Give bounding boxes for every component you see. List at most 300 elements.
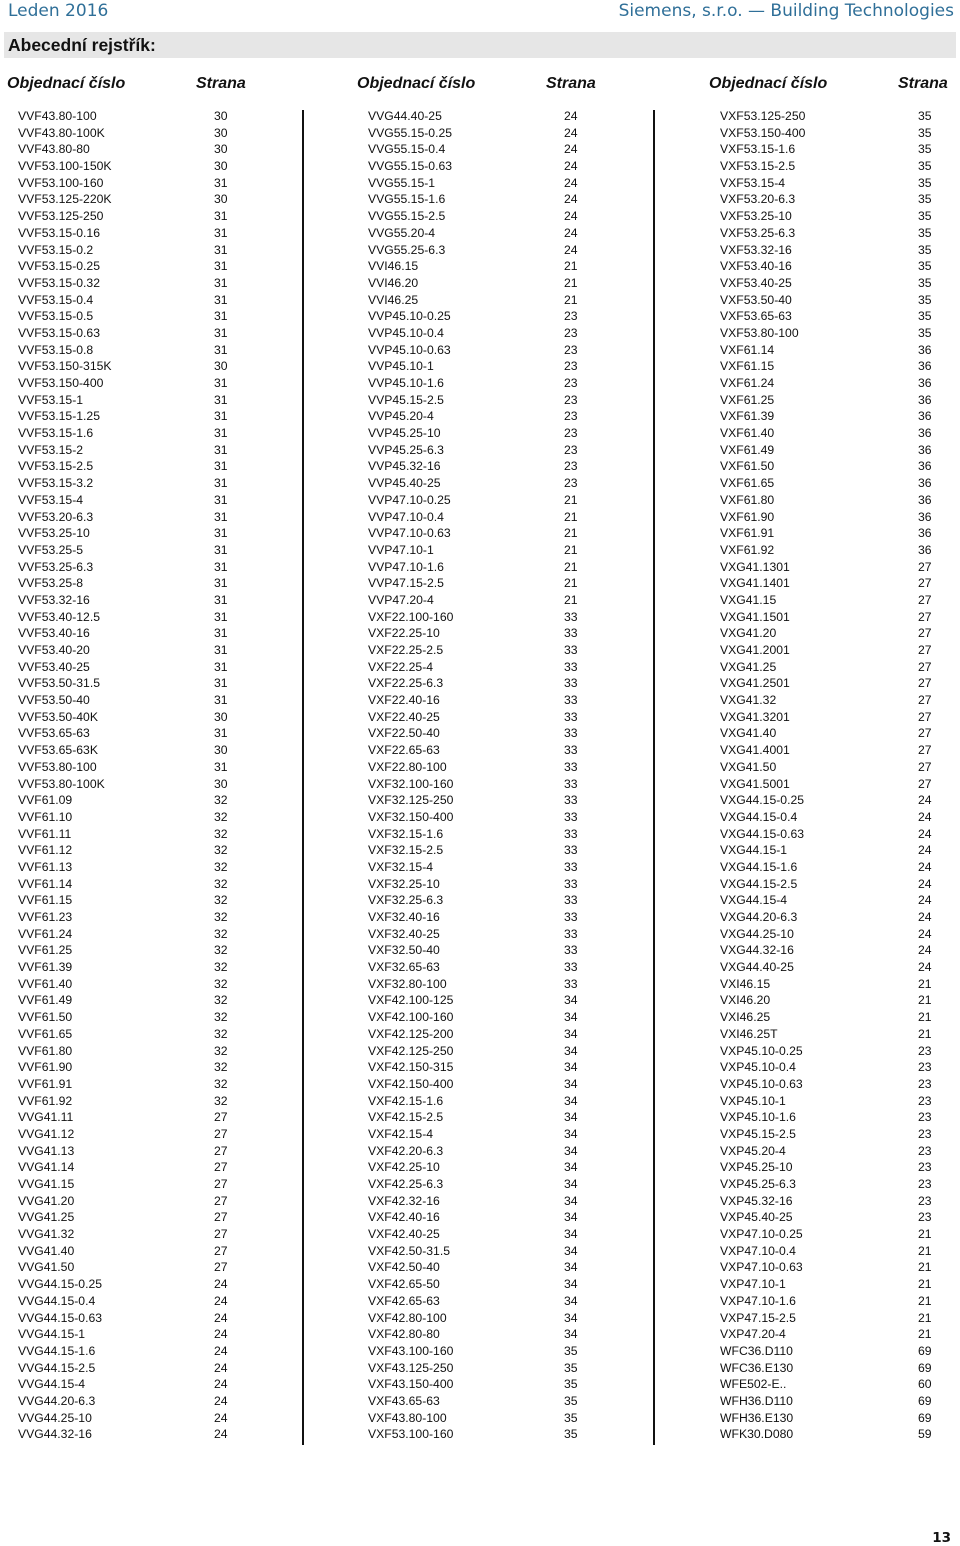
page-reference: 27 — [918, 676, 932, 691]
page-reference: 36 — [918, 442, 932, 457]
order-number: VVP45.32-16 — [368, 459, 441, 474]
order-number: VXF32.125-250 — [368, 793, 454, 808]
page-reference: 23 — [918, 1110, 932, 1125]
order-number: VXF61.80 — [720, 492, 775, 507]
page-reference: 69 — [918, 1343, 932, 1358]
page-reference: 23 — [564, 459, 578, 474]
page-reference: 33 — [564, 793, 578, 808]
index-row — [368, 1043, 598, 1060]
index-row — [18, 375, 248, 392]
order-number: VVG44.40-25 — [368, 109, 442, 123]
order-number: VXG41.40 — [720, 726, 777, 741]
index-row — [368, 1059, 598, 1076]
page-reference: 34 — [564, 1260, 578, 1275]
page-reference: 32 — [214, 926, 228, 941]
page-reference: 33 — [564, 759, 578, 774]
index-row — [368, 225, 598, 242]
index-row — [368, 1143, 598, 1160]
order-number: VXP45.10-0.25 — [720, 1043, 803, 1058]
order-number: VXP45.20-4 — [720, 1143, 786, 1158]
order-number: VXF53.40-16 — [720, 259, 792, 274]
page-reference: 36 — [918, 392, 932, 407]
index-row — [368, 242, 598, 259]
page-reference: 24 — [564, 159, 578, 174]
order-number: VVF61.90 — [18, 1060, 73, 1075]
order-number: VVF53.40-16 — [18, 626, 90, 641]
page-reference: 24 — [214, 1393, 228, 1408]
page-reference: 24 — [214, 1310, 228, 1325]
page-reference: 23 — [918, 1060, 932, 1075]
order-number: VXP45.25-6.3 — [720, 1177, 796, 1191]
order-number: VXF42.15-1.6 — [368, 1093, 444, 1108]
index-row — [368, 809, 598, 826]
index-row — [18, 242, 248, 259]
order-number: VVP47.10-0.25 — [368, 492, 451, 507]
page-reference: 36 — [918, 359, 932, 374]
page-reference: 21 — [564, 559, 578, 574]
page-reference: 27 — [918, 709, 932, 724]
page-reference: 24 — [564, 242, 578, 257]
order-number: VXG44.15-1.6 — [720, 859, 798, 874]
index-row — [720, 1159, 950, 1176]
index-row — [720, 458, 950, 475]
index-row — [720, 225, 950, 242]
order-number: VVF53.40-25 — [18, 659, 90, 674]
index-row — [368, 208, 598, 225]
order-number: VVF61.50 — [18, 1010, 73, 1025]
index-row — [368, 942, 598, 959]
page-reference: 23 — [564, 426, 578, 441]
order-number: VVF43.80-100K — [18, 125, 105, 140]
order-number: VVF53.80-100 — [18, 759, 97, 774]
page-reference: 31 — [214, 659, 228, 674]
index-row — [18, 659, 248, 676]
order-number: VXF53.50-40 — [720, 292, 792, 307]
index-row — [720, 408, 950, 425]
index-row — [368, 759, 598, 776]
order-number: VXF53.32-16 — [720, 242, 792, 257]
order-number: VXF53.125-250 — [720, 109, 806, 123]
index-row — [368, 1193, 598, 1210]
order-number: VVF53.15-1.25 — [18, 409, 100, 424]
page-reference: 35 — [918, 259, 932, 274]
page-reference: 32 — [214, 793, 228, 808]
index-row — [18, 308, 248, 325]
page-reference: 21 — [918, 1327, 932, 1342]
index-row — [18, 1009, 248, 1026]
page-reference: 24 — [214, 1427, 228, 1442]
order-number: VXP47.10-1.6 — [720, 1293, 796, 1308]
order-number: VXF32.100-160 — [368, 776, 454, 791]
order-number: VXF22.25-4 — [368, 659, 434, 674]
order-number: VVG41.50 — [18, 1260, 75, 1275]
index-row — [368, 859, 598, 876]
page-reference: 23 — [918, 1043, 932, 1058]
order-number: WFH36.D110 — [720, 1393, 793, 1408]
index-row — [18, 742, 248, 759]
order-number: VVF61.09 — [18, 793, 73, 808]
column-divider-1 — [302, 110, 304, 1445]
index-row — [18, 1143, 248, 1160]
order-number: VXF42.125-250 — [368, 1043, 454, 1058]
index-row — [368, 475, 598, 492]
order-number: VVF53.15-0.4 — [18, 292, 94, 307]
page-reference: 23 — [564, 359, 578, 374]
index-row — [18, 108, 248, 125]
order-number: VXF43.125-250 — [368, 1360, 454, 1375]
order-number: VXF61.24 — [720, 376, 775, 390]
index-row — [18, 1410, 248, 1427]
order-number: VXF42.65-50 — [368, 1277, 440, 1292]
order-number: VXF22.65-63 — [368, 743, 440, 758]
index-row — [720, 525, 950, 542]
page-reference: 30 — [214, 776, 228, 791]
index-row — [368, 425, 598, 442]
page-reference: 21 — [918, 1026, 932, 1041]
index-row — [18, 275, 248, 292]
index-row — [720, 325, 950, 342]
page-reference: 34 — [564, 1026, 578, 1041]
order-number: VVG41.32 — [18, 1227, 75, 1242]
order-number: VVG55.15-0.4 — [368, 142, 446, 157]
order-number: VXG41.25 — [720, 659, 777, 674]
order-number: VXF32.65-63 — [368, 960, 440, 975]
order-number: VXG44.15-4 — [720, 893, 788, 908]
order-number: VVP45.40-25 — [368, 476, 441, 491]
page-reference: 31 — [214, 492, 228, 507]
order-number: VXF42.80-80 — [368, 1327, 440, 1342]
index-row — [18, 475, 248, 492]
index-row — [368, 1026, 598, 1043]
index-row — [18, 942, 248, 959]
page-reference: 33 — [564, 693, 578, 708]
page-reference: 24 — [564, 209, 578, 224]
index-row — [368, 1209, 598, 1226]
page-reference: 34 — [564, 1110, 578, 1125]
page-reference: 21 — [564, 526, 578, 541]
order-number: VXF22.40-16 — [368, 693, 440, 708]
column-header-page-1: Strana — [196, 75, 246, 92]
order-number: VXF53.80-100 — [720, 325, 799, 340]
order-number: VVP45.20-4 — [368, 409, 434, 424]
index-row — [18, 1159, 248, 1176]
page-reference: 21 — [918, 1277, 932, 1292]
page-reference: 27 — [918, 626, 932, 641]
page-reference: 34 — [564, 1093, 578, 1108]
order-number: VVF53.25-5 — [18, 542, 84, 557]
order-number: VVF53.15-0.32 — [18, 275, 100, 290]
page-reference: 31 — [214, 576, 228, 591]
order-number: VXG44.15-0.25 — [720, 793, 805, 808]
order-number: VVG55.15-0.25 — [368, 125, 453, 140]
page-reference: 36 — [918, 542, 932, 557]
order-number: VXF53.25-6.3 — [720, 225, 796, 240]
page-reference: 34 — [564, 1210, 578, 1225]
order-number: VXF43.65-63 — [368, 1393, 440, 1408]
page-reference: 33 — [564, 709, 578, 724]
index-row — [368, 492, 598, 509]
order-number: VXP45.40-25 — [720, 1210, 793, 1225]
order-number: VXI46.15 — [720, 976, 771, 991]
index-row — [18, 876, 248, 893]
page-reference: 31 — [214, 526, 228, 541]
index-row — [368, 1076, 598, 1093]
page-reference: 32 — [214, 859, 228, 874]
page-reference: 31 — [214, 225, 228, 240]
order-number: VVF53.40-12.5 — [18, 609, 100, 624]
index-row — [720, 859, 950, 876]
order-number: WFH36.E130 — [720, 1410, 794, 1425]
index-row — [368, 659, 598, 676]
page-reference: 35 — [918, 159, 932, 174]
order-number: VXF42.65-63 — [368, 1293, 440, 1308]
index-row — [720, 342, 950, 359]
index-row — [18, 292, 248, 309]
index-row — [18, 1259, 248, 1276]
index-row — [18, 792, 248, 809]
order-number: VVP47.10-0.63 — [368, 526, 451, 541]
index-row — [720, 1410, 950, 1427]
index-row — [720, 1360, 950, 1377]
order-number: VVG55.15-1.6 — [368, 192, 446, 207]
page-reference: 31 — [214, 259, 228, 274]
index-row — [18, 125, 248, 142]
page-reference: 32 — [214, 876, 228, 891]
order-number: VXP47.10-0.63 — [720, 1260, 803, 1275]
page-reference: 21 — [564, 492, 578, 507]
order-number: VVF53.50-31.5 — [18, 676, 100, 691]
index-row — [720, 725, 950, 742]
page-reference: 34 — [564, 1126, 578, 1141]
page-reference: 34 — [564, 1010, 578, 1025]
order-number: VXG41.2001 — [720, 643, 790, 657]
index-row — [720, 242, 950, 259]
index-row — [18, 642, 248, 659]
order-number: VVG41.12 — [18, 1126, 75, 1141]
page-reference: 31 — [214, 509, 228, 524]
order-number: VXF61.14 — [720, 342, 775, 357]
order-number: VXP45.10-0.4 — [720, 1060, 796, 1075]
index-row — [18, 1209, 248, 1226]
page-reference: 31 — [214, 325, 228, 340]
page-reference: 23 — [564, 409, 578, 424]
order-number: VXG41.4001 — [720, 743, 790, 758]
page-reference: 24 — [214, 1293, 228, 1308]
index-row — [720, 308, 950, 325]
index-row — [720, 191, 950, 208]
index-row — [368, 1410, 598, 1427]
index-row — [18, 959, 248, 976]
order-number: VVF61.24 — [18, 926, 73, 941]
page-reference: 34 — [564, 993, 578, 1008]
index-row — [720, 1310, 950, 1327]
index-row — [368, 909, 598, 926]
page-reference: 34 — [564, 1143, 578, 1158]
order-number: VXF42.25-6.3 — [368, 1177, 444, 1191]
column-header-code-1: Objednací číslo — [7, 75, 126, 92]
index-row — [18, 141, 248, 158]
page-title: Abecední rejstřík: — [8, 35, 156, 55]
page-reference: 24 — [564, 175, 578, 190]
index-row — [720, 1293, 950, 1310]
index-row — [368, 358, 598, 375]
order-number: VVG44.15-1 — [18, 1327, 86, 1342]
page-reference: 36 — [918, 342, 932, 357]
order-number: VXF53.15-1.6 — [720, 142, 796, 157]
index-row — [720, 692, 950, 709]
order-number: VXF42.125-200 — [368, 1026, 454, 1041]
page-reference: 27 — [918, 759, 932, 774]
index-row — [720, 358, 950, 375]
index-row — [18, 542, 248, 559]
page-reference: 30 — [214, 709, 228, 724]
page-reference: 31 — [214, 376, 228, 390]
page-number: 13 — [932, 1530, 951, 1546]
order-number: VXF32.15-2.5 — [368, 843, 444, 858]
page-reference: 21 — [564, 292, 578, 307]
order-number: VVG55.20-4 — [368, 225, 436, 240]
index-row — [368, 1159, 598, 1176]
page-reference: 35 — [918, 242, 932, 257]
order-number: VVI46.20 — [368, 275, 419, 290]
page-reference: 34 — [564, 1193, 578, 1208]
index-row — [720, 542, 950, 559]
order-number: VVF61.92 — [18, 1093, 73, 1108]
order-number: VVF43.80-80 — [18, 142, 90, 157]
page-reference: 27 — [918, 776, 932, 791]
page-reference: 33 — [564, 826, 578, 841]
index-row — [720, 1393, 950, 1410]
page-reference: 31 — [214, 309, 228, 324]
index-row — [18, 892, 248, 909]
page-reference: 34 — [564, 1177, 578, 1191]
page-reference: 21 — [918, 1243, 932, 1258]
page-reference: 23 — [918, 1093, 932, 1108]
page-reference: 31 — [214, 459, 228, 474]
page-reference: 31 — [214, 559, 228, 574]
index-row — [18, 342, 248, 359]
page-reference: 24 — [564, 142, 578, 157]
page-reference: 33 — [564, 976, 578, 991]
page-reference: 33 — [564, 609, 578, 624]
index-row — [18, 1360, 248, 1377]
index-row — [18, 1276, 248, 1293]
index-row — [18, 675, 248, 692]
index-row — [368, 1426, 598, 1443]
page-reference: 27 — [918, 726, 932, 741]
page-reference: 33 — [564, 726, 578, 741]
index-row — [368, 458, 598, 475]
index-row — [368, 992, 598, 1009]
page-reference: 33 — [564, 910, 578, 924]
page-reference: 36 — [918, 492, 932, 507]
index-row — [720, 592, 950, 609]
index-row — [18, 759, 248, 776]
order-number: VXF43.100-160 — [368, 1343, 454, 1358]
page-reference: 32 — [214, 960, 228, 975]
order-number: VVP45.15-2.5 — [368, 392, 444, 407]
index-row — [18, 1343, 248, 1360]
page-reference: 34 — [564, 1243, 578, 1258]
page-reference: 32 — [214, 1026, 228, 1041]
order-number: VVF61.25 — [18, 943, 73, 958]
page-reference: 31 — [214, 392, 228, 407]
page-reference: 24 — [214, 1343, 228, 1358]
page-reference: 31 — [214, 442, 228, 457]
order-number: VVG55.15-1 — [368, 175, 436, 190]
index-row — [18, 1243, 248, 1260]
order-number: VXG41.5001 — [720, 776, 790, 791]
page-reference: 31 — [214, 759, 228, 774]
page-reference: 31 — [214, 542, 228, 557]
page-reference: 36 — [918, 526, 932, 541]
index-row — [368, 826, 598, 843]
page-reference: 33 — [564, 676, 578, 691]
page-reference: 35 — [564, 1427, 578, 1442]
order-number: VXP45.10-1 — [720, 1093, 786, 1108]
index-row — [368, 342, 598, 359]
order-number: VXI46.25T — [720, 1026, 778, 1041]
index-row — [18, 1026, 248, 1043]
header-company: Siemens, s.r.o. — Building Technologies — [618, 1, 954, 21]
index-row — [368, 926, 598, 943]
index-row — [720, 559, 950, 576]
index-row — [18, 408, 248, 425]
order-number: VVP45.10-1.6 — [368, 376, 444, 390]
page-reference: 23 — [918, 1210, 932, 1225]
index-row — [368, 442, 598, 459]
page-reference: 33 — [564, 893, 578, 908]
page-reference: 35 — [918, 142, 932, 157]
order-number: VVG41.20 — [18, 1193, 75, 1208]
order-number: VVF61.40 — [18, 976, 73, 991]
index-row — [18, 191, 248, 208]
index-row — [720, 292, 950, 309]
index-row — [720, 809, 950, 826]
page-reference: 23 — [918, 1126, 932, 1141]
index-row — [368, 292, 598, 309]
index-row — [368, 191, 598, 208]
page-reference: 31 — [214, 209, 228, 224]
index-row — [720, 575, 950, 592]
index-row — [720, 1109, 950, 1126]
page-reference: 23 — [564, 325, 578, 340]
index-row — [18, 976, 248, 993]
order-number: VXF53.65-63 — [720, 309, 792, 324]
order-number: VXF42.15-2.5 — [368, 1110, 444, 1125]
index-row — [720, 1009, 950, 1026]
order-number: VVF61.10 — [18, 809, 73, 824]
order-number: VXF32.40-16 — [368, 910, 440, 924]
order-number: VXF61.50 — [720, 459, 775, 474]
page-reference: 34 — [564, 1310, 578, 1325]
page-reference: 35 — [918, 192, 932, 207]
index-row — [368, 792, 598, 809]
page-reference: 34 — [564, 1227, 578, 1242]
index-row — [720, 275, 950, 292]
order-number: VVF53.125-250 — [18, 209, 104, 224]
index-row — [18, 1043, 248, 1060]
order-number: VVG44.15-0.4 — [18, 1293, 96, 1308]
order-number: VXG44.25-10 — [720, 926, 794, 941]
index-row — [368, 592, 598, 609]
order-number: VVF53.25-6.3 — [18, 559, 94, 574]
index-row — [18, 442, 248, 459]
page-reference: 69 — [918, 1393, 932, 1408]
page-reference: 69 — [918, 1410, 932, 1425]
order-number: VXF53.100-160 — [368, 1427, 454, 1442]
page-reference: 23 — [564, 476, 578, 491]
